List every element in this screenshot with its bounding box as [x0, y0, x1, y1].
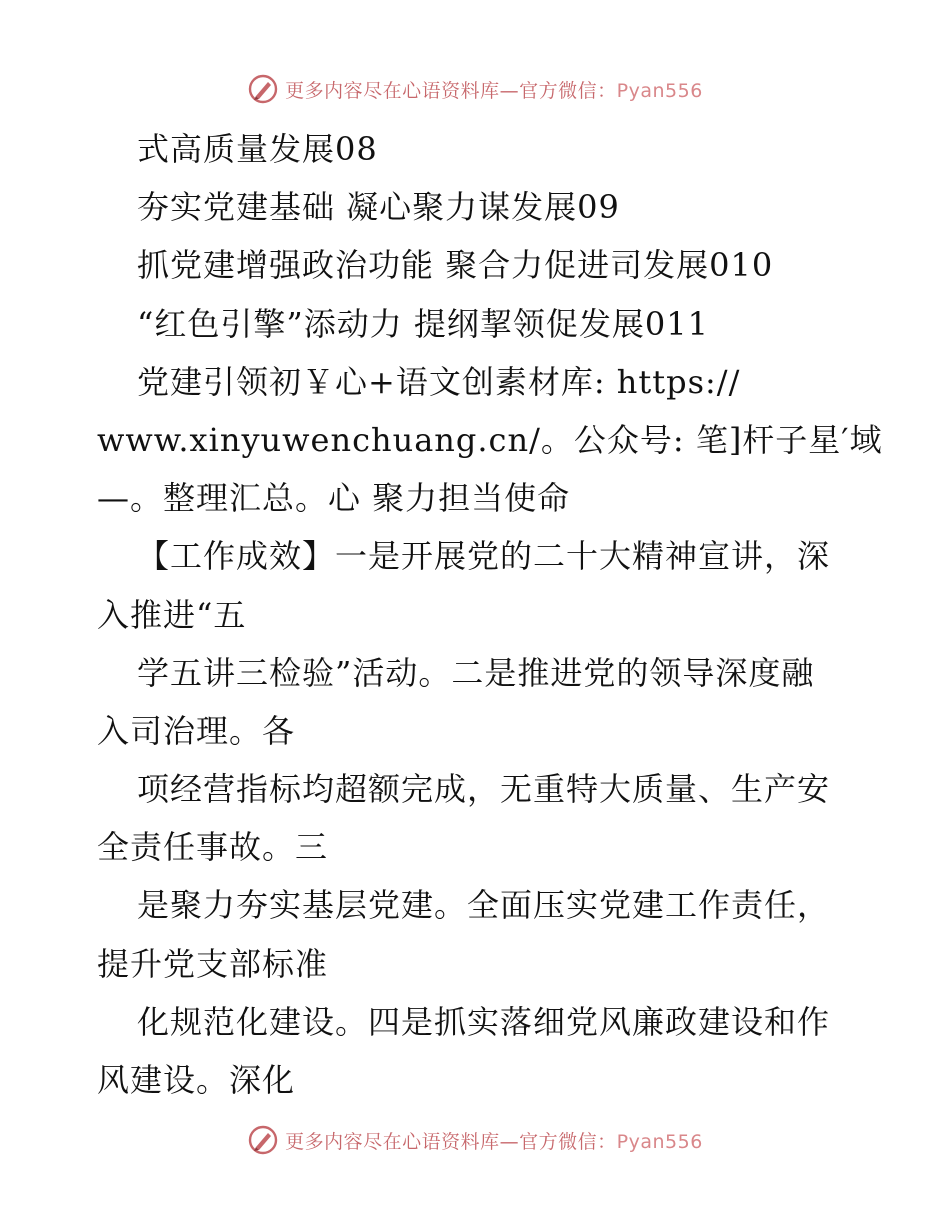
pen-logo-icon: [247, 73, 279, 105]
text-line: 党建引领初￥心+语文创素材库: https://: [137, 362, 741, 401]
text-line: 学五讲三检验”活动。二是推进党的领导深度融: [137, 653, 815, 692]
watermark-text: 更多内容尽在心语资料库—官方微信：Pyan556: [285, 79, 703, 102]
text-line: 入司治理。各: [97, 711, 296, 750]
text-line: 全责任事故。三: [97, 828, 329, 867]
text-line: 抓党建增强政治功能 聚合力促进司发展010: [137, 246, 774, 285]
footer-watermark: [0, 1122, 950, 1158]
watermark-text: 更多内容尽在心语资料库—官方微信：Pyan556: [285, 1130, 703, 1153]
text-line: 提升党支部标准: [97, 944, 329, 983]
text-line: www.xinyuwenchuang.cn/。公众号: 笔]杆子星′域: [97, 420, 883, 459]
text-line: 【工作成效】一是开展党的二十大精神宣讲，深: [137, 537, 831, 576]
text-line: “红色引擎”添动力 提纲挈领促发展011: [137, 304, 709, 343]
pen-logo-icon: [247, 1124, 279, 1156]
text-line: 入推进“五: [97, 595, 247, 634]
text-line: 是聚力夯实基层党建。全面压实党建工作责任，: [137, 886, 831, 925]
text-line: 化规范化建设。四是抓实落细党风廉政建设和作: [137, 1002, 831, 1041]
text-line: 风建设。深化: [97, 1061, 296, 1099]
text-line: 项经营指标均超额完成，无重特大质量、生产安: [137, 770, 831, 809]
text-line: 式高质量发展08: [137, 130, 378, 168]
document-body: [97, 120, 883, 1109]
header-watermark: [0, 71, 950, 107]
text-line: —。整理汇总。心 聚力担当使命: [97, 479, 571, 518]
text-line: 夯实党建基础 凝心聚力谋发展09: [137, 188, 620, 227]
